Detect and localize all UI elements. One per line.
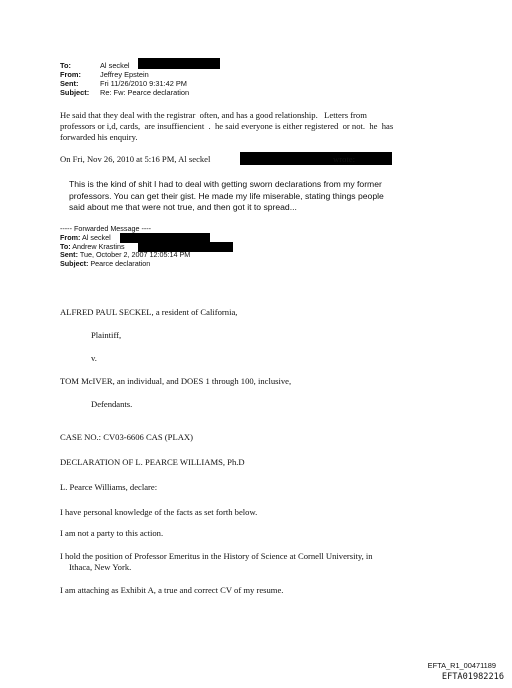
quoted-intro-prefix: On Fri, Nov 26, 2010 at 5:16 PM, Al seckel [60,154,211,164]
quote-line: said about me that were not true, and then got it to spread... [69,202,297,212]
to-label: To: [60,61,71,70]
fwd-subject-value: Pearce declaration [90,258,151,268]
bates-number-primary: EFTA_R1_00471189 [427,661,496,670]
fwd-subject-label: Subject: [60,258,89,268]
paragraph: I am not a party to this action. [60,528,164,538]
plaintiff-line: ALFRED PAUL SECKEL, a resident of California, [60,307,238,317]
subject-value: Re: Fw: Pearce declaration [100,88,190,97]
reply-line: He said that they deal with the registrar often, and has a good relationship. Letters from [60,110,367,120]
quote-line: professors. You can get their gist. He made my life miserable, stating things people [69,190,384,201]
versus-label: v. [91,353,97,363]
case-number: CASE NO.: CV03-6606 CAS (PLAX) [60,432,193,442]
sent-value: Fri 11/26/2010 9:31:42 PM [100,79,187,88]
reply-line: forwarded his enquiry. [60,132,138,142]
quote-line: This is the kind of shit I had to deal with getting sworn declarations from my former [69,179,382,189]
quoted-message [69,179,489,214]
reply-body [60,110,480,143]
plaintiff-label: Plaintiff, [91,330,122,340]
declare-line: L. Pearce Williams, declare: [60,482,158,492]
fwd-to-label: To: [60,241,71,251]
reply-line: professors or i,d, cards, are insuffiencient . he said everyone is either registered or not. he has [60,121,394,131]
forwarded-header [60,225,360,275]
fwd-from-label: From: [60,233,81,242]
redaction-box [138,58,220,69]
subject-label: Subject: [60,88,90,97]
declaration-title: DECLARATION OF L. PEARCE WILLIAMS, Ph.D [60,457,245,467]
paragraph: I hold the position of Professor Emeritus in the History of Science at Cornell University, in [60,551,373,561]
defendants-label: Defendants. [91,399,133,409]
fwd-sent-value: Tue, October 2, 2007 12:05:14 PM [79,250,191,259]
paragraph: I am attaching as Exhibit A, a true and correct CV of my resume. [60,585,284,595]
fwd-from-value: Al seckel [81,233,111,242]
to-value: Al seckel [100,61,130,70]
paragraph-continuation: Ithaca, New York. [69,562,132,572]
from-value: Jeffrey Epstein [100,70,149,79]
quoted-intro [60,154,480,166]
bates-number-secondary: EFTA01982216 [441,672,504,682]
paragraph: I have personal knowledge of the facts as set forth below. [60,507,258,517]
fwd-sent-label: Sent: [60,250,78,259]
quoted-intro-suffix: wrote: [333,154,355,164]
from-label: From: [60,70,81,79]
defendant-line: TOM McIVER, an individual, and DOES 1 through 100, inclusive, [60,376,292,386]
redaction-box [240,152,392,165]
fwd-to-value: Andrew Krastins [72,241,125,251]
sent-label: Sent: [60,79,79,88]
forwarded-divider: ----- Forwarded Message ---- [60,224,152,233]
